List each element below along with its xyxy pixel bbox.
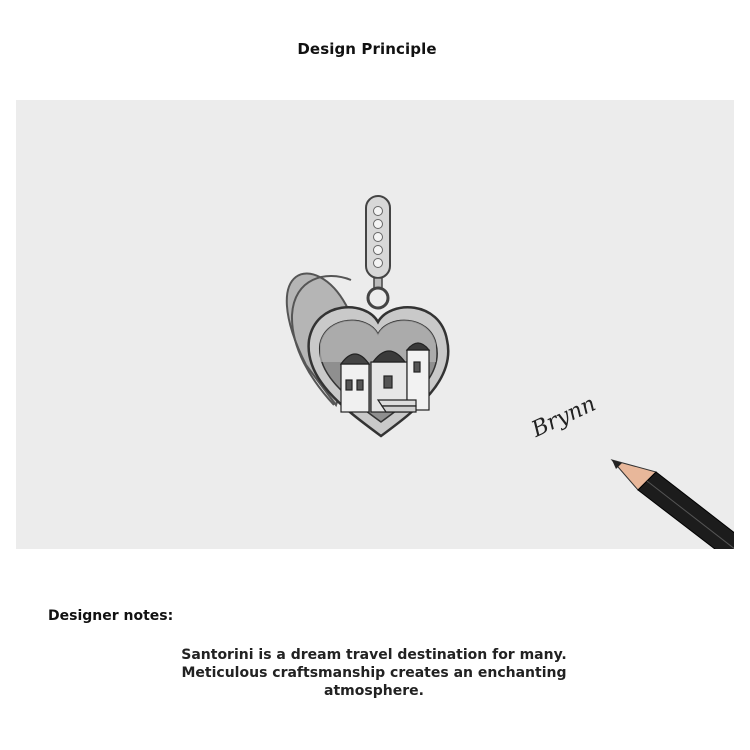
designer-signature: Brynn	[528, 391, 600, 443]
designer-notes-heading: Designer notes:	[48, 608, 174, 624]
page-title: Design Principle	[297, 40, 437, 58]
designer-notes-body	[180, 646, 568, 700]
charm-sketch-illustration	[16, 100, 734, 549]
notes-line: atmosphere.	[324, 683, 424, 699]
pencil-icon	[612, 460, 734, 549]
notes-line: Santorini is a dream travel destination for many.	[181, 647, 567, 663]
jump-ring	[368, 288, 388, 308]
notes-line: Meticulous craftsmanship creates an enchanting	[181, 665, 567, 681]
sketch-panel	[16, 100, 734, 549]
